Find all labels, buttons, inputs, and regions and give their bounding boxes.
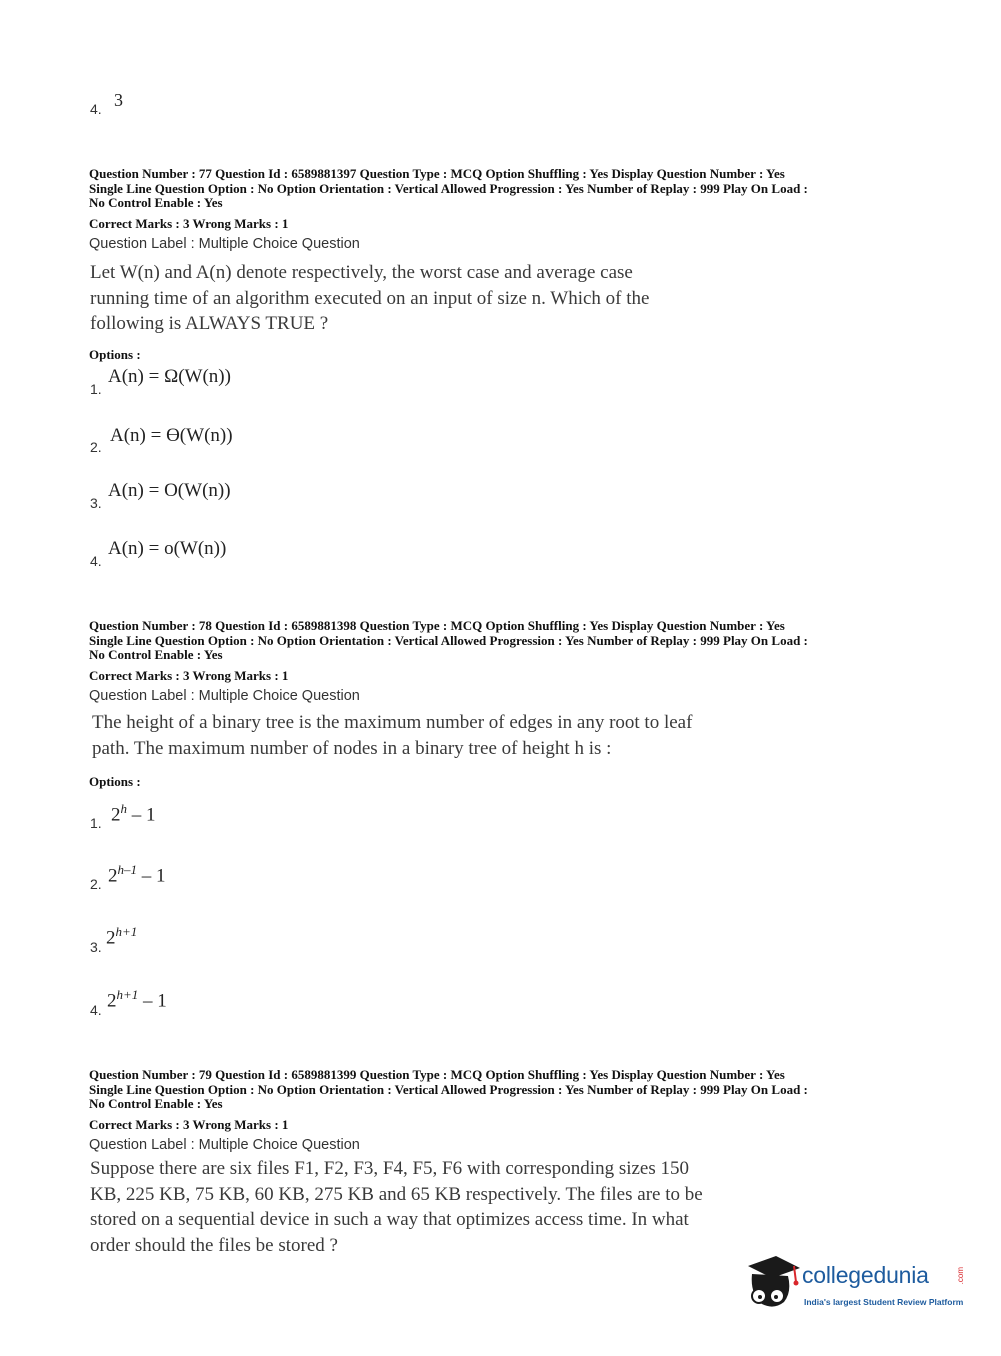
q79-text [90, 1156, 810, 1258]
q77-option-4-text: A(n) = o(W(n)) [108, 538, 227, 559]
logo-suffix: .com [956, 1267, 965, 1285]
q77-text-line: Let W(n) and A(n) denote respectively, the worst case and average case [90, 262, 633, 283]
logo-tagline: India's largest Student Review Platform [804, 1297, 964, 1307]
q77-option-2-text: A(n) = ϴ(W(n)) [110, 425, 233, 446]
collegedunia-logo [742, 1250, 972, 1320]
q77-meta [89, 167, 929, 211]
q78-option-4-number: 4. [90, 1002, 102, 1018]
q79-meta-line: No Control Enable : Yes [89, 1096, 223, 1111]
q79-meta [89, 1068, 929, 1112]
q77-meta-line: Question Number : 77 Question Id : 6589881397 Question Type : MCQ Option Shuffling : Yes Display Question Number : Yes [89, 166, 785, 181]
q79-label: Question Label : Multiple Choice Question [89, 1137, 360, 1153]
q77-text [90, 260, 810, 337]
q79-text-line: Suppose there are six files F1, F2, F3, F4, F5, F6 with corresponding sizes 150 [90, 1158, 690, 1179]
q77-label: Question Label : Multiple Choice Question [89, 236, 360, 252]
q78-text [92, 710, 812, 761]
q77-option-4-number: 4. [90, 553, 102, 569]
q78-meta-line: Question Number : 78 Question Id : 6589881398 Question Type : MCQ Option Shuffling : Yes Display Question Number : Yes [89, 618, 785, 633]
q79-meta-line: Single Line Question Option : No Option Orientation : Vertical Allowed Progression : Yes Number of Replay : 999 Play On Load : [89, 1081, 808, 1097]
q79-text-line: KB, 225 KB, 75 KB, 60 KB, 275 KB and 65 KB respectively. The files are to be [90, 1183, 703, 1205]
q77-marks: Correct Marks : 3 Wrong Marks : 1 [89, 216, 289, 231]
mascot-icon [742, 1250, 802, 1312]
q77-options-title: Options : [89, 347, 141, 362]
q77-option-2-number: 2. [90, 439, 102, 455]
q78-option-1-number: 1. [90, 815, 102, 831]
q77-meta-line: No Control Enable : Yes [89, 195, 223, 210]
q77-option-1-text: A(n) = Ω(W(n)) [108, 366, 231, 387]
logo-name: collegedunia [802, 1262, 929, 1288]
q79-text-line: stored on a sequential device in such a way that optimizes access time. In what [90, 1209, 689, 1230]
q78-options-title: Options : [89, 774, 141, 789]
q79-marks: Correct Marks : 3 Wrong Marks : 1 [89, 1117, 289, 1132]
q78-option-2-text: 2$^{h-1}$ – 1 [108, 862, 166, 887]
q78-meta-line: No Control Enable : Yes [89, 647, 223, 662]
q77-text-line: following is ALWAYS TRUE ? [90, 313, 329, 334]
q78-option-4-text: $2^{h+1} - 1$ [107, 987, 167, 1012]
q79-meta-line: Question Number : 79 Question Id : 6589881399 Question Type : MCQ Option Shuffling : Yes Display Question Number : Yes [89, 1067, 785, 1082]
q78-option-2-number: 2. [90, 876, 102, 892]
q77-option-3-number: 3. [90, 495, 102, 511]
q77-option-3-text: A(n) = O(W(n)) [108, 480, 231, 501]
q79-text-line: order should the files be stored ? [90, 1234, 338, 1256]
q78-meta [89, 619, 929, 663]
prev-option-text: 3 [114, 90, 123, 110]
q78-option-3-text: $2^{h+1}$ [106, 924, 138, 949]
prev-option-number: 4. [90, 101, 102, 117]
q78-option-3-number: 3. [90, 939, 102, 955]
q77-text-line: running time of an algorithm executed on an input of size n. Which of the [90, 287, 650, 309]
q78-option-1-text: 2$^h$ – 1 [111, 801, 156, 826]
q77-option-1-number: 1. [90, 381, 102, 397]
q78-text-line: path. The maximum number of nodes in a binary tree of height h is : [92, 737, 612, 759]
q77-meta-line: Single Line Question Option : No Option Orientation : Vertical Allowed Progression : Yes Number of Replay : 999 Play On Load : [89, 180, 808, 196]
q78-meta-line: Single Line Question Option : No Option Orientation : Vertical Allowed Progression : Yes Number of Replay : 999 Play On Load : [89, 632, 808, 648]
q78-text-line: The height of a binary tree is the maximum number of edges in any root to leaf [92, 712, 693, 733]
q78-label: Question Label : Multiple Choice Question [89, 688, 360, 704]
q78-marks: Correct Marks : 3 Wrong Marks : 1 [89, 668, 289, 683]
